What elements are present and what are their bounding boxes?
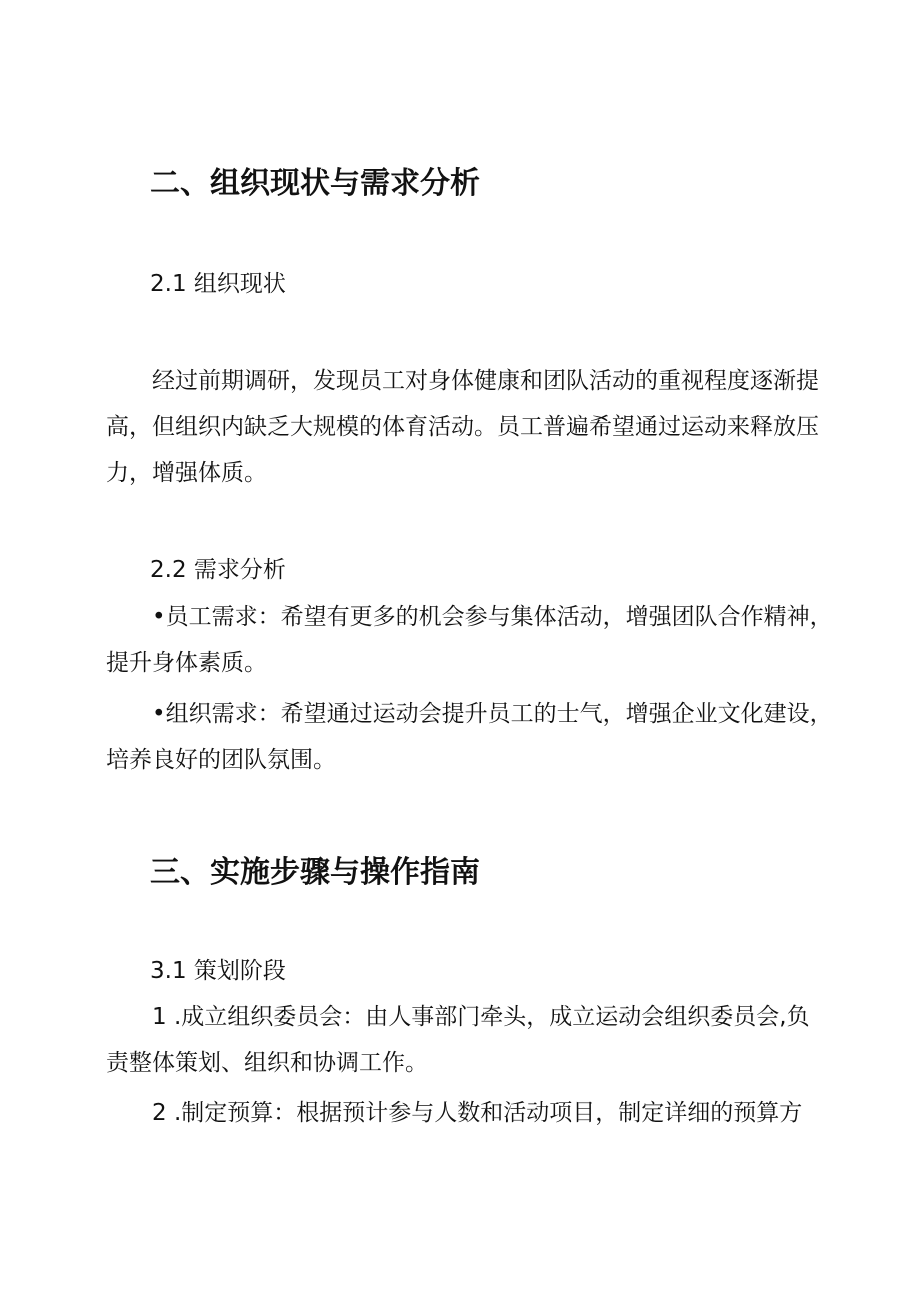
bullet-employee-needs — [106, 594, 833, 686]
step-line: 2 .制定预算：根据预计参与人数和活动项目，制定详细的预算方 — [152, 1100, 803, 1126]
step-line: 责整体策划、组织和协调工作。 — [106, 1050, 428, 1076]
paragraph-line: 经过前期调研，发现员工对身体健康和团队活动的重视程度逐渐提 — [152, 368, 819, 394]
bullet-line: •员工需求：希望有更多的机会参与集体活动，增强团队合作精神， — [152, 604, 833, 630]
subsection-3-1-heading: 3.1 策划阶段 — [150, 958, 286, 984]
paragraph-line: 力，增强体质。 — [106, 460, 267, 486]
section-2-heading: 二、组织现状与需求分析 — [150, 166, 480, 201]
bullet-line: 提升身体素质。 — [106, 650, 267, 676]
subsection-2-1-heading: 2.1 组织现状 — [150, 271, 286, 297]
bullet-line: •组织需求：希望通过运动会提升员工的士气，增强企业文化建设， — [152, 701, 833, 727]
step-line: 1 .成立组织委员会：由人事部门牵头，成立运动会组织委员会,负 — [152, 1004, 810, 1030]
section-3-heading: 三、实施步骤与操作指南 — [150, 855, 480, 890]
paragraph-organization-status — [106, 358, 826, 496]
paragraph-line: 高，但组织内缺乏大规模的体育活动。员工普遍希望通过运动来释放压 — [106, 414, 819, 440]
bullet-line: 培养良好的团队氛围。 — [106, 747, 336, 773]
subsection-2-2-heading: 2.2 需求分析 — [150, 557, 286, 583]
step-1-paragraph — [106, 994, 826, 1086]
bullet-organization-needs — [106, 691, 833, 783]
step-2-paragraph — [106, 1090, 826, 1136]
